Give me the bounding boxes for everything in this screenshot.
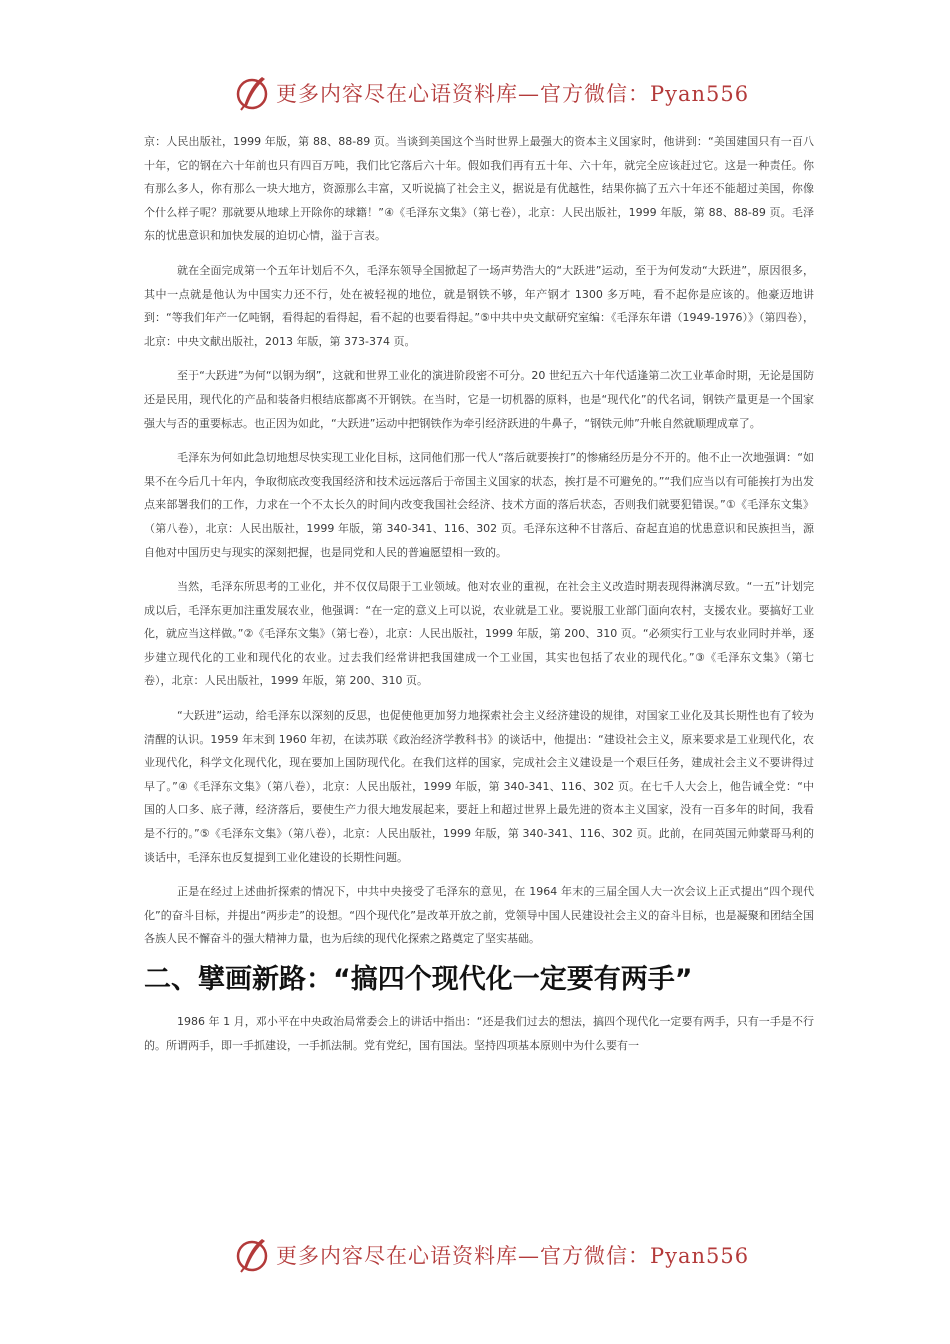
paragraph: 1986 年 1 月，邓小平在中央政治局常委会上的讲话中指出：“还是我们过去的想法，搞四个现代化一定要有两手，只有一手是不行的。所谓两手，即一手抓建设，一手抓法制。党有党纪，国有国法。坚持四项基本原则中为什么要有一 bbox=[144, 1015, 814, 1052]
quill-logo-icon bbox=[232, 1235, 272, 1275]
paragraph: 至于“大跃进”为何“以钢为纲”，这就和世界工业化的演进阶段密不可分。20 世纪五六十年代适逢第二次工业革命时期，无论是国防还是民用，现代化的产品和装备归根结底都离不开钢铁。在当时，它是一切机器的原料，也是“现代化”的代名词，钢铁产量更是一个国家强大与否的重要标志。也正因为如此，“大跃进”运动中把钢铁作为牵引经济跃进的牛鼻子，“钢铁元帅”升帐自然就顺理成章了。 bbox=[144, 369, 814, 430]
header-banner bbox=[0, 70, 950, 116]
banner-text: 更多内容尽在心语资料库—官方微信：Pyan556 bbox=[276, 82, 750, 106]
paragraph: 毛泽东为何如此急切地想尽快实现工业化目标，这同他们那一代人“落后就要挨打”的惨痛经历是分不开的。他不止一次地强调：“如果不在今后几十年内，争取彻底改变我国经济和技术远远落后于帝国主义国家的状态，挨打是不可避免的。”“我们应当以有可能挨打为出发点来部署我们的工作，力求在一个不太长久的时间内改变我国社会经济、技术方面的落后状态，否则我们就要犯错误。”①《毛泽东文集》（第八卷），北京：人民出版社，1999 年版，第 340-341、116、302 页。毛泽东这种不甘落后、奋起直追的忧患意识和民族担当，源自他对中国历史与现实的深刻把握，也是同党和人民的普遍愿望相一致的。 bbox=[144, 451, 814, 559]
paragraph-continuation: 京：人民出版社，1999 年版，第 88、88-89 页。当谈到美国这个当时世界上最强大的资本主义国家时，他讲到：“美国建国只有一百八十年，它的钢在六十年前也只有四百万吨，我们比它落后六十年。假如我们再有五十年、六十年，就完全应该赶过它。这是一种责任。你有那么多人，你有那么一块大地方，资源那么丰富，又听说搞了社会主义，据说是有优越性，结果你搞了五六十年还不能超过美国，你像个什么样子呢？那就要从地球上开除你的球籍！”④《毛泽东文集》（第七卷），北京：人民出版社，1999 年版，第 88、88-89 页。毛泽东的忧患意识和加快发展的迫切心情，溢于言表。 bbox=[144, 135, 814, 243]
paragraph: 正是在经过上述曲折探索的情况下，中共中央接受了毛泽东的意见，在 1964 年末的三届全国人大一次会议上正式提出“四个现代化”的奋斗目标，并提出“两步走”的设想。“四个现代化”是改革开放之前，党领导中国人民建设社会主义的奋斗目标，也是凝聚和团结全国各族人民不懈奋斗的强大精神力量，也为后续的现代化探索之路奠定了坚实基础。 bbox=[144, 885, 814, 946]
banner-text: 更多内容尽在心语资料库—官方微信：Pyan556 bbox=[276, 1244, 750, 1268]
paragraph: 就在全面完成第一个五年计划后不久，毛泽东领导全国掀起了一场声势浩大的“大跃进”运动，至于为何发动“大跃进”，原因很多，其中一点就是他认为中国实力还不行，处在被轻视的地位，就是钢铁不够，年产钢才 1300 多万吨，看不起你是应该的。他豪迈地讲到：“等我们年产一亿吨钢，看得起的看得起，看不起的也要看得起。”⑤中共中央文献研究室编：《毛泽东年谱（1949-1976）》（第四卷），北京：中央文献出版社，2013 年版，第 373-374 页。 bbox=[144, 263, 814, 348]
footer-banner bbox=[0, 1232, 950, 1278]
banner-inner bbox=[232, 1232, 749, 1278]
quill-logo-icon bbox=[232, 73, 272, 113]
document-body bbox=[144, 130, 814, 1068]
paragraph: 当然，毛泽东所思考的工业化，并不仅仅局限于工业领域。他对农业的重视，在社会主义改造时期表现得淋漓尽致。“一五”计划完成以后，毛泽东更加注重发展农业，他强调：“在一定的意义上可以说，农业就是工业。要说服工业部门面向农村，支援农业。要搞好工业化，就应当这样做。”②《毛泽东文集》（第七卷），北京：人民出版社，1999 年版，第 200、310 页。“必须实行工业与农业同时并举，逐步建立现代化的工业和现代化的农业。过去我们经常讲把我国建成一个工业国，其实也包括了农业的现代化。”③《毛泽东文集》（第七卷），北京：人民出版社，1999 年版，第 200、310 页。 bbox=[144, 580, 814, 688]
banner-inner bbox=[232, 70, 749, 116]
section-heading: 二、擘画新路：“搞四个现代化一定要有两手” bbox=[144, 964, 693, 995]
paragraph: “大跃进”运动，给毛泽东以深刻的反思，也促使他更加努力地探索社会主义经济建设的规律，对国家工业化及其长期性也有了较为清醒的认识。1959 年末到 1960 年初，在读苏联《政治经济学教科书》的谈话中，他提出：“建设社会主义，原来要求是工业现代化，农业现代化，科学文化现代化，现在要加上国防现代化。在我们这样的国家，完成社会主义建设是一个艰巨任务，建成社会主义不要讲得过早了。”④《毛泽东文集》（第八卷），北京：人民出版社，1999 年版，第 340-341、116、302 页。在七千人大会上，他告诫全党：“中国的人口多、底子薄，经济落后，要使生产力很大地发展起来，要赶上和超过世界上最先进的资本主义国家，没有一百多年的时间，我看是不行的。”⑤《毛泽东文集》（第八卷），北京：人民出版社，1999 年版，第 340-341、116、302 页。此前，在同英国元帅蒙哥马利的谈话中，毛泽东也反复提到工业化建设的长期性问题。 bbox=[144, 709, 814, 864]
